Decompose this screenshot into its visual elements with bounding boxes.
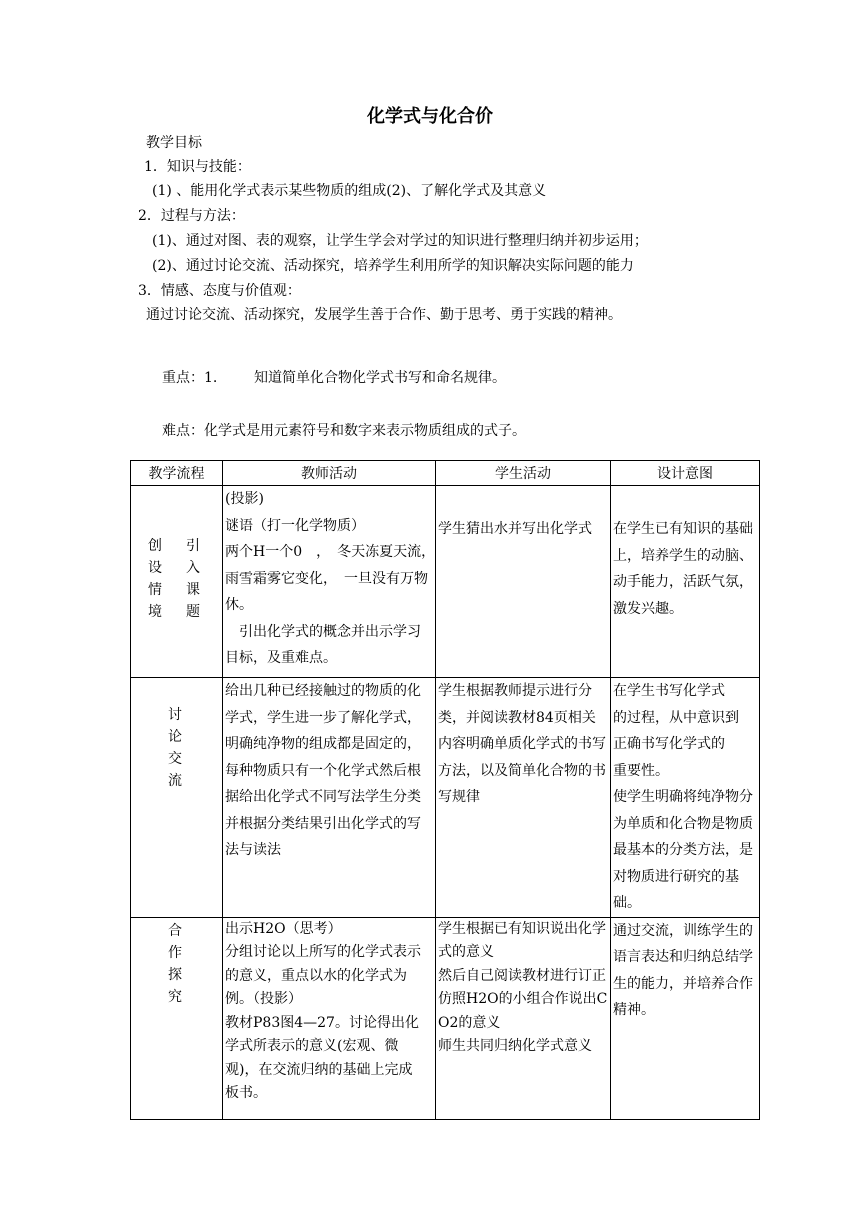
key-point-text: 知道简单化合物化学式书写和命名规律。: [254, 370, 506, 386]
teacher-activity-cell: 给出几种已经接触过的物质的化学式，学生进一步了解化学式，明确纯净物的组成都是固定的，每种物质只有一个化学式然后根据给出化学式不同写法学生分类并根据分类结果引出化学式的写法与读法: [223, 678, 436, 918]
objective-attitude-detail: 通过讨论交流、活动探究，发展学生善于合作、勤于思考、勇于实践的精神。: [146, 307, 622, 323]
lesson-table: [130, 460, 760, 1120]
design-intent-cell: 通过交流，训练学生的语言表达和归纳总结学生的能力，并培养合作精神。: [611, 917, 760, 1119]
page-title: 化学式与化合价: [367, 106, 493, 127]
header-intent: 设计意图: [611, 461, 760, 486]
student-activity-cell: 学生猜出水并写出化学式: [436, 486, 611, 678]
difficult-point: 难点：化学式是用元素符号和数字来表示物质组成的式子。: [162, 423, 526, 439]
table-row: [131, 917, 760, 1119]
flow-label-left: 创设情境: [148, 538, 162, 620]
flow-label-right: 引入课题: [186, 538, 200, 620]
flow-cell: [131, 678, 223, 918]
objective-knowledge: 1．知识与技能：: [144, 159, 251, 175]
objective-attitude: 3．情感、态度与价值观：: [138, 283, 301, 299]
flow-cell: [131, 917, 223, 1119]
header-flow: 教学流程: [131, 461, 223, 486]
design-intent-cell: 在学生书写化学式 的过程，从中意识到 正确书写化学式的 重要性。 使学生明确将纯净物分为单质和化合物是物质最基本的分类方法，是对物质进行研究的基础。: [611, 678, 760, 918]
teacher-activity-cell: 出示H2O（思考） 分组讨论以上所写的化学式表示的意义，重点以水的化学式为例。（投影） 教材P83图4—27。讨论得出化 学式所表示的意义(宏观、微 观)，在交流归纳的基础上完成 板书。: [223, 917, 436, 1119]
teacher-activity-cell: (投影) 谜语（打一化学物质） 两个H一个0 ， 冬天冻夏天流， 雨雪霜雾它变化， 一旦没有万物休。 引出化学式的概念并出示学习目标，及重难点。: [223, 486, 436, 678]
header-teacher: 教师活动: [223, 461, 436, 486]
design-intent-cell: 在学生已有知识的基础上，培养学生的动脑、动手能力，活跃气氛，激发兴趣。: [611, 486, 760, 678]
objective-process-detail-2: (2)、通过讨论交流、活动探究，培养学生利用所学的知识解决实际问题的能力: [152, 258, 634, 274]
objective-process-detail-1: (1)、通过对图、表的观察，让学生学会对学过的知识进行整理归纳并初步运用；: [152, 233, 648, 249]
table-header-row: [131, 461, 760, 486]
header-student: 学生活动: [436, 461, 611, 486]
objective-process: 2．过程与方法：: [138, 208, 245, 224]
table-row: [131, 678, 760, 918]
student-activity-cell: 学生根据已有知识说出化学式的意义 然后自己阅读教材进行订正 仿照H2O的小组合作说出CO2的意义 师生共同归纳化学式意义: [436, 917, 611, 1119]
objectives-heading: 教学目标: [146, 135, 202, 151]
key-point-label: 重点：1.: [162, 370, 218, 386]
student-activity-cell: 学生根据教师提示进行分类，并阅读教材84页相关内容明确单质化学式的书写方法，以及简单化合物的书写规律: [436, 678, 611, 918]
flow-cell: [131, 486, 223, 678]
flow-label: 讨论交流: [168, 707, 182, 789]
flow-label: 合作探究: [168, 922, 182, 1005]
table-row: [131, 486, 760, 678]
objective-knowledge-detail: (1) 、能用化学式表示某些物质的组成(2)、了解化学式及其意义: [152, 183, 547, 199]
